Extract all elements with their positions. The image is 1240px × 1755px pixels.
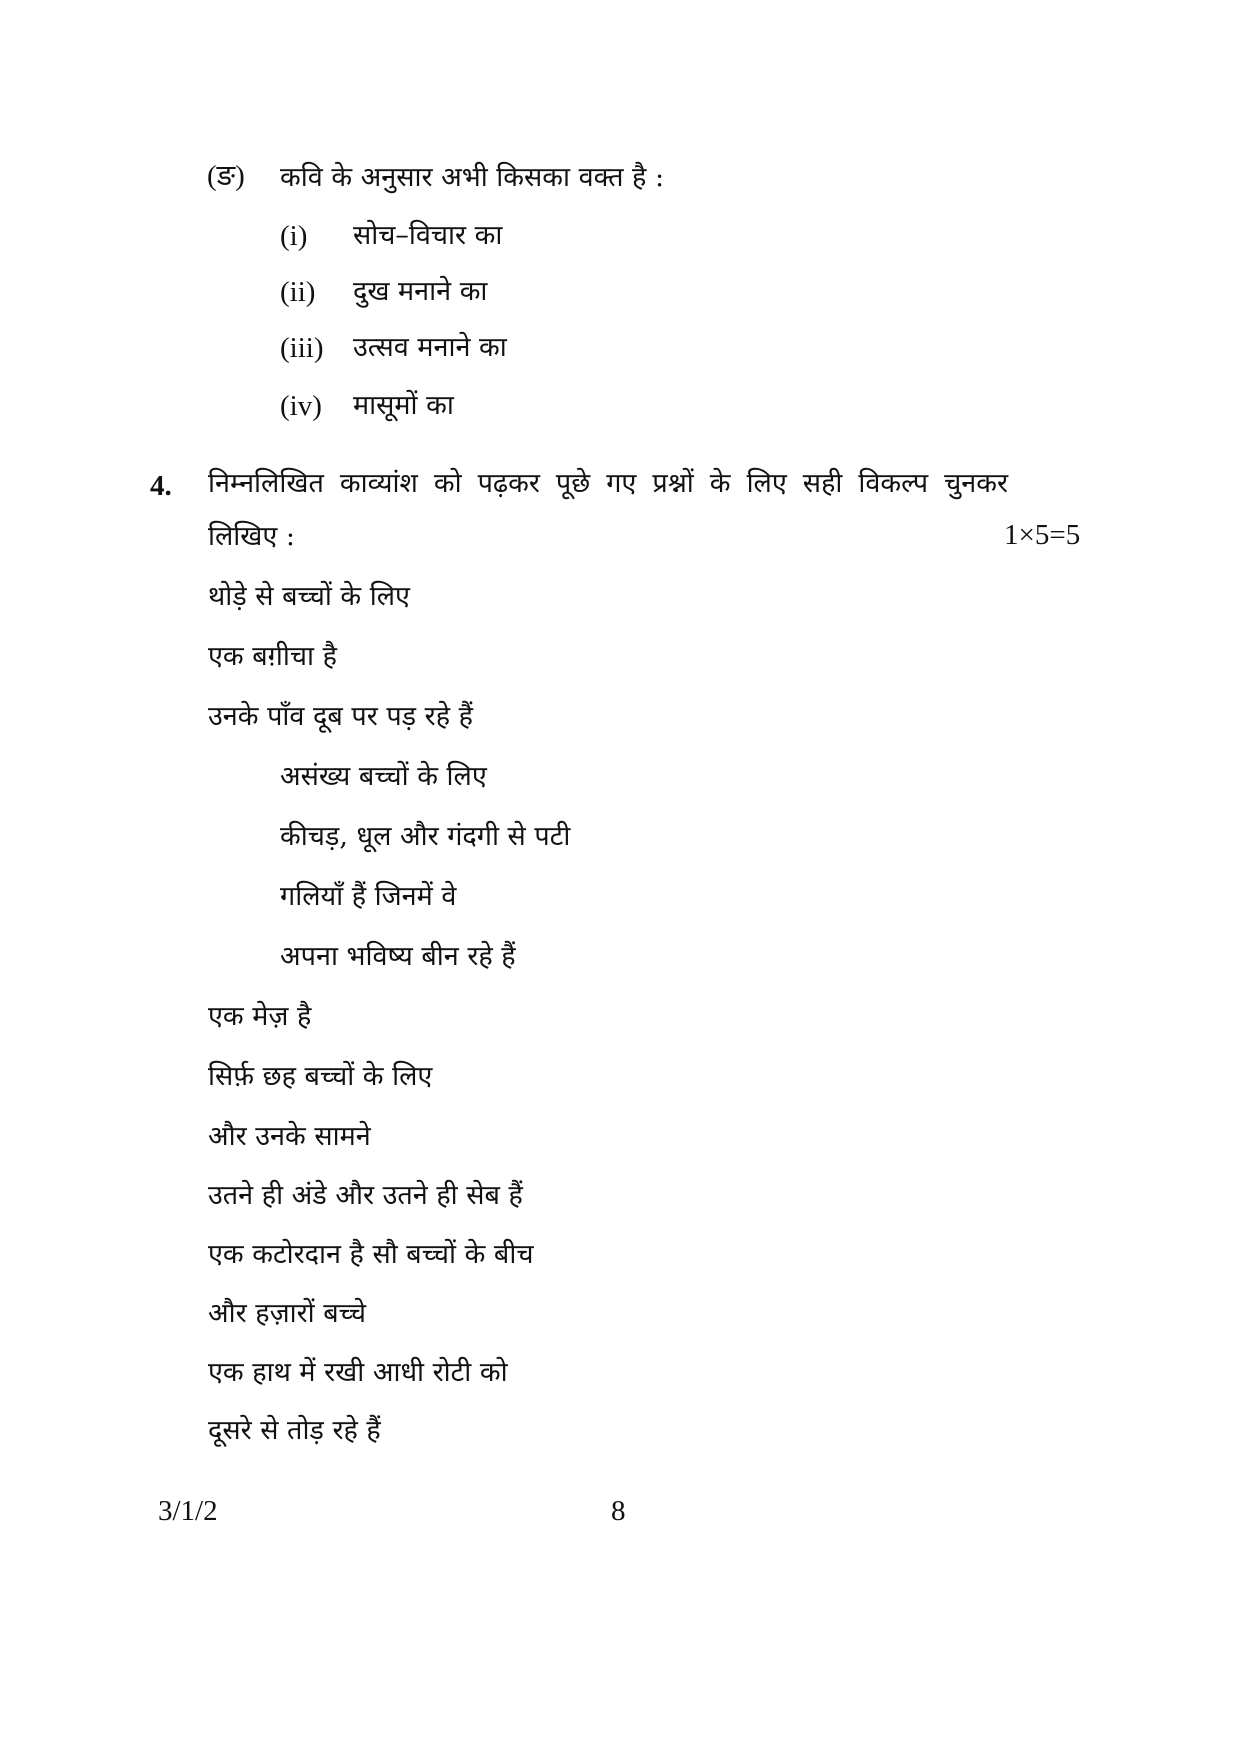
poem-line-2: एक बग़ीचा है [208, 641, 337, 672]
part-label: (ङ) [207, 160, 245, 192]
poem-line-5: कीचड़, धूल और गंदगी से पटी [280, 821, 571, 852]
poem-line-4: असंख्य बच्चों के लिए [280, 761, 487, 792]
poem-line-14: एक हाथ में रखी आधी रोटी को [208, 1357, 508, 1388]
option-2-text: दुख मनाने का [353, 276, 488, 307]
marks-label: 1×5=5 [1004, 519, 1081, 551]
poem-line-12: एक कटोरदान है सौ बच्चों के बीच [208, 1239, 534, 1270]
poem-line-13: और हज़ारों बच्चे [208, 1298, 366, 1329]
poem-line-11: उतने ही अंडे और उतने ही सेब हैं [208, 1180, 523, 1211]
poem-line-1: थोड़े से बच्चों के लिए [208, 581, 410, 612]
option-1-number: (i) [280, 220, 308, 252]
option-1-text: सोच–विचार का [353, 220, 503, 251]
poem-line-9: सिर्फ़ छह बच्चों के लिए [208, 1061, 433, 1092]
page-number: 8 [611, 1495, 626, 1527]
option-4-number: (iv) [280, 390, 322, 422]
poem-line-7: अपना भविष्य बीन रहे हैं [280, 941, 516, 972]
poem-line-10: और उनके सामने [208, 1121, 371, 1152]
poem-line-8: एक मेज़ है [208, 1001, 312, 1032]
poem-line-6: गलियाँ हैं जिनमें वे [280, 881, 457, 912]
option-3-number: (iii) [280, 332, 324, 364]
part-question-text: कवि के अनुसार अभी किसका वक्त है : [280, 162, 665, 193]
poem-line-3: उनके पाँव दूब पर पड़ रहे हैं [208, 701, 473, 732]
question-instruction-line2: लिखिए : [208, 521, 295, 552]
question-number: 4. [150, 470, 172, 502]
poem-line-15: दूसरे से तोड़ रहे हैं [208, 1415, 381, 1446]
option-4-text: मासूमों का [353, 390, 454, 421]
paper-code: 3/1/2 [158, 1495, 218, 1527]
option-3-text: उत्सव मनाने का [353, 332, 507, 363]
option-2-number: (ii) [280, 276, 316, 308]
question-instruction-line1: निम्नलिखित काव्यांश को पढ़कर पूछे गए प्रश्नों के लिए सही विकल्प चुनकर [208, 468, 1008, 499]
